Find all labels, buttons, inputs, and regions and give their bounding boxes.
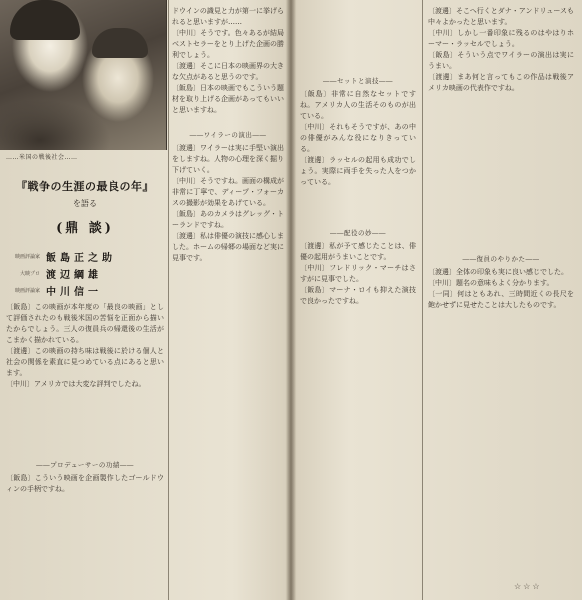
paragraph: 〔渡邊〕私が予て感じたことは、俳優の起用がうまいことです。 bbox=[300, 242, 416, 261]
participant-role: 大映プロ bbox=[19, 270, 40, 277]
participant-name: 飯島正之助 bbox=[46, 253, 116, 264]
paragraph: 〔一同〕何はともあれ、三時間近くの長尺を飽かせずに見せたことは大したものです。 bbox=[428, 290, 574, 309]
article-title-block bbox=[6, 170, 164, 300]
paragraph: 〔渡邊〕この映画の持ち味は戦後に於ける個人と社会の関係を素直に見つめている点にあると思います。 bbox=[6, 347, 164, 377]
paragraph: 〔中川〕しかし一番印象に残るのはやはりホーマー・ラッセルでしょう。 bbox=[428, 29, 574, 48]
paragraph: 〔渡邊〕そこへ行くとダナ・アンドリュースも中々よかったと思います。 bbox=[428, 7, 574, 26]
paragraph: 〔中川〕アメリカでは大変な評判でしたね。 bbox=[6, 380, 146, 388]
left-page bbox=[0, 0, 290, 600]
right-column-1 bbox=[300, 6, 416, 307]
paragraph: 〔中川〕フレドリック・マーチはさすがに見事でした。 bbox=[300, 264, 416, 283]
paragraph: 〔渡邊〕全体の印象も実に良い感じでした。 bbox=[428, 268, 568, 276]
actor-hair-shape bbox=[92, 28, 148, 58]
article-subtitle: を語る bbox=[73, 199, 97, 208]
article-title: 『戦争の生涯の最良の年』 bbox=[16, 180, 154, 193]
paragraph: 〔中川〕そうですね。画面の構成が非常に丁寧で、ディープ・フォーカスの撮影が効果をあげている。 bbox=[172, 177, 284, 207]
participant-role: 映画評論家 bbox=[14, 287, 40, 294]
section-heading: ――プロデューサーの功績―― bbox=[36, 461, 134, 469]
paragraph: 〔渡邊〕そこに日本の映画界の大きな欠点があると思うのです。 bbox=[172, 62, 284, 81]
participant-role: 映画評論家 bbox=[14, 253, 40, 260]
photo-caption: ……米国の戦後社会…… bbox=[6, 154, 78, 161]
paragraph: 〔飯島〕マーナ・ロイも抑えた演技で良かったですね。 bbox=[300, 286, 416, 305]
paragraph: 〔飯島〕この映画が本年度の「最良の映画」として評価されたのも戦後米国の苦悩を正面から描いたからでしょう。三人の復員兵の帰還後の生活がこまかく描かれている。 bbox=[6, 303, 164, 344]
paragraph: 〔飯島〕日本の映画でもこういう題材を取り上げる企画があってもいいと思いますね。 bbox=[172, 84, 284, 114]
participant-row bbox=[6, 282, 164, 299]
end-stars-mark: ☆☆☆ bbox=[514, 582, 542, 591]
right-page bbox=[292, 0, 582, 600]
paragraph: 〔中川〕題名の意味もよく分かります。 bbox=[428, 279, 554, 287]
participant-name: 中川信一 bbox=[46, 287, 102, 298]
paragraph: 〔渡邊〕ラッセルの起用も成功でしょう。実際に両手を失った人をつかっている。 bbox=[300, 156, 416, 186]
paragraph: 〔中川〕そうです。色々あるが結局ベストセラーをとり上げた企画の勝利でしょう。 bbox=[172, 29, 284, 59]
paragraph: 〔渡邊〕まあ何と言ってもこの作品は戦後アメリカ映画の代表作ですね。 bbox=[428, 73, 574, 92]
paragraph: ドウインの識見と力が第一に挙げられると思いますが…… bbox=[172, 7, 284, 26]
section-heading: ――セットと演技―― bbox=[323, 77, 393, 85]
paragraph: 〔渡邊〕私は俳優の演技に感心しました。ホームの帰郷の場面など実に見事です。 bbox=[172, 232, 284, 262]
paragraph: 〔中川〕それもそうですが、あの中の俳優がみんな役になりきっている。 bbox=[300, 123, 416, 153]
column-divider bbox=[168, 0, 169, 600]
column-divider bbox=[422, 0, 423, 600]
participant-row bbox=[6, 265, 164, 282]
section-heading: ――ワイラーの演出―― bbox=[189, 131, 267, 139]
left-column-2 bbox=[172, 6, 284, 264]
paragraph: 〔飯島〕あのカメラはグレッグ・トーランドですね。 bbox=[172, 210, 284, 229]
paragraph: 〔渡邊〕ワイラーは実に手堅い演出をしますね。人物の心理を深く掘り下げていく。 bbox=[172, 144, 284, 174]
right-column-2 bbox=[428, 6, 574, 311]
participant-name: 渡辺綱雄 bbox=[46, 270, 102, 281]
participants-list bbox=[6, 248, 164, 299]
left-column-1 bbox=[6, 302, 164, 495]
section-heading: ――配役の妙―― bbox=[330, 229, 386, 237]
paragraph: 〔飯島〕非常に自然なセットですね。アメリカ人の生活そのものが出ている。 bbox=[300, 90, 416, 120]
film-still-photo bbox=[0, 0, 167, 150]
actress-hair-shape bbox=[10, 0, 80, 40]
paragraph: 〔飯島〕こういう映画を企画製作したゴールドウィンの手柄ですね。 bbox=[6, 474, 164, 493]
paragraph: 〔飯島〕そういう点でワイラーの演出は実にうまい。 bbox=[428, 51, 574, 70]
article-kind: (鼎 談) bbox=[56, 221, 114, 236]
participant-row bbox=[6, 248, 164, 265]
section-heading: ――復員のやりかた―― bbox=[462, 255, 540, 263]
